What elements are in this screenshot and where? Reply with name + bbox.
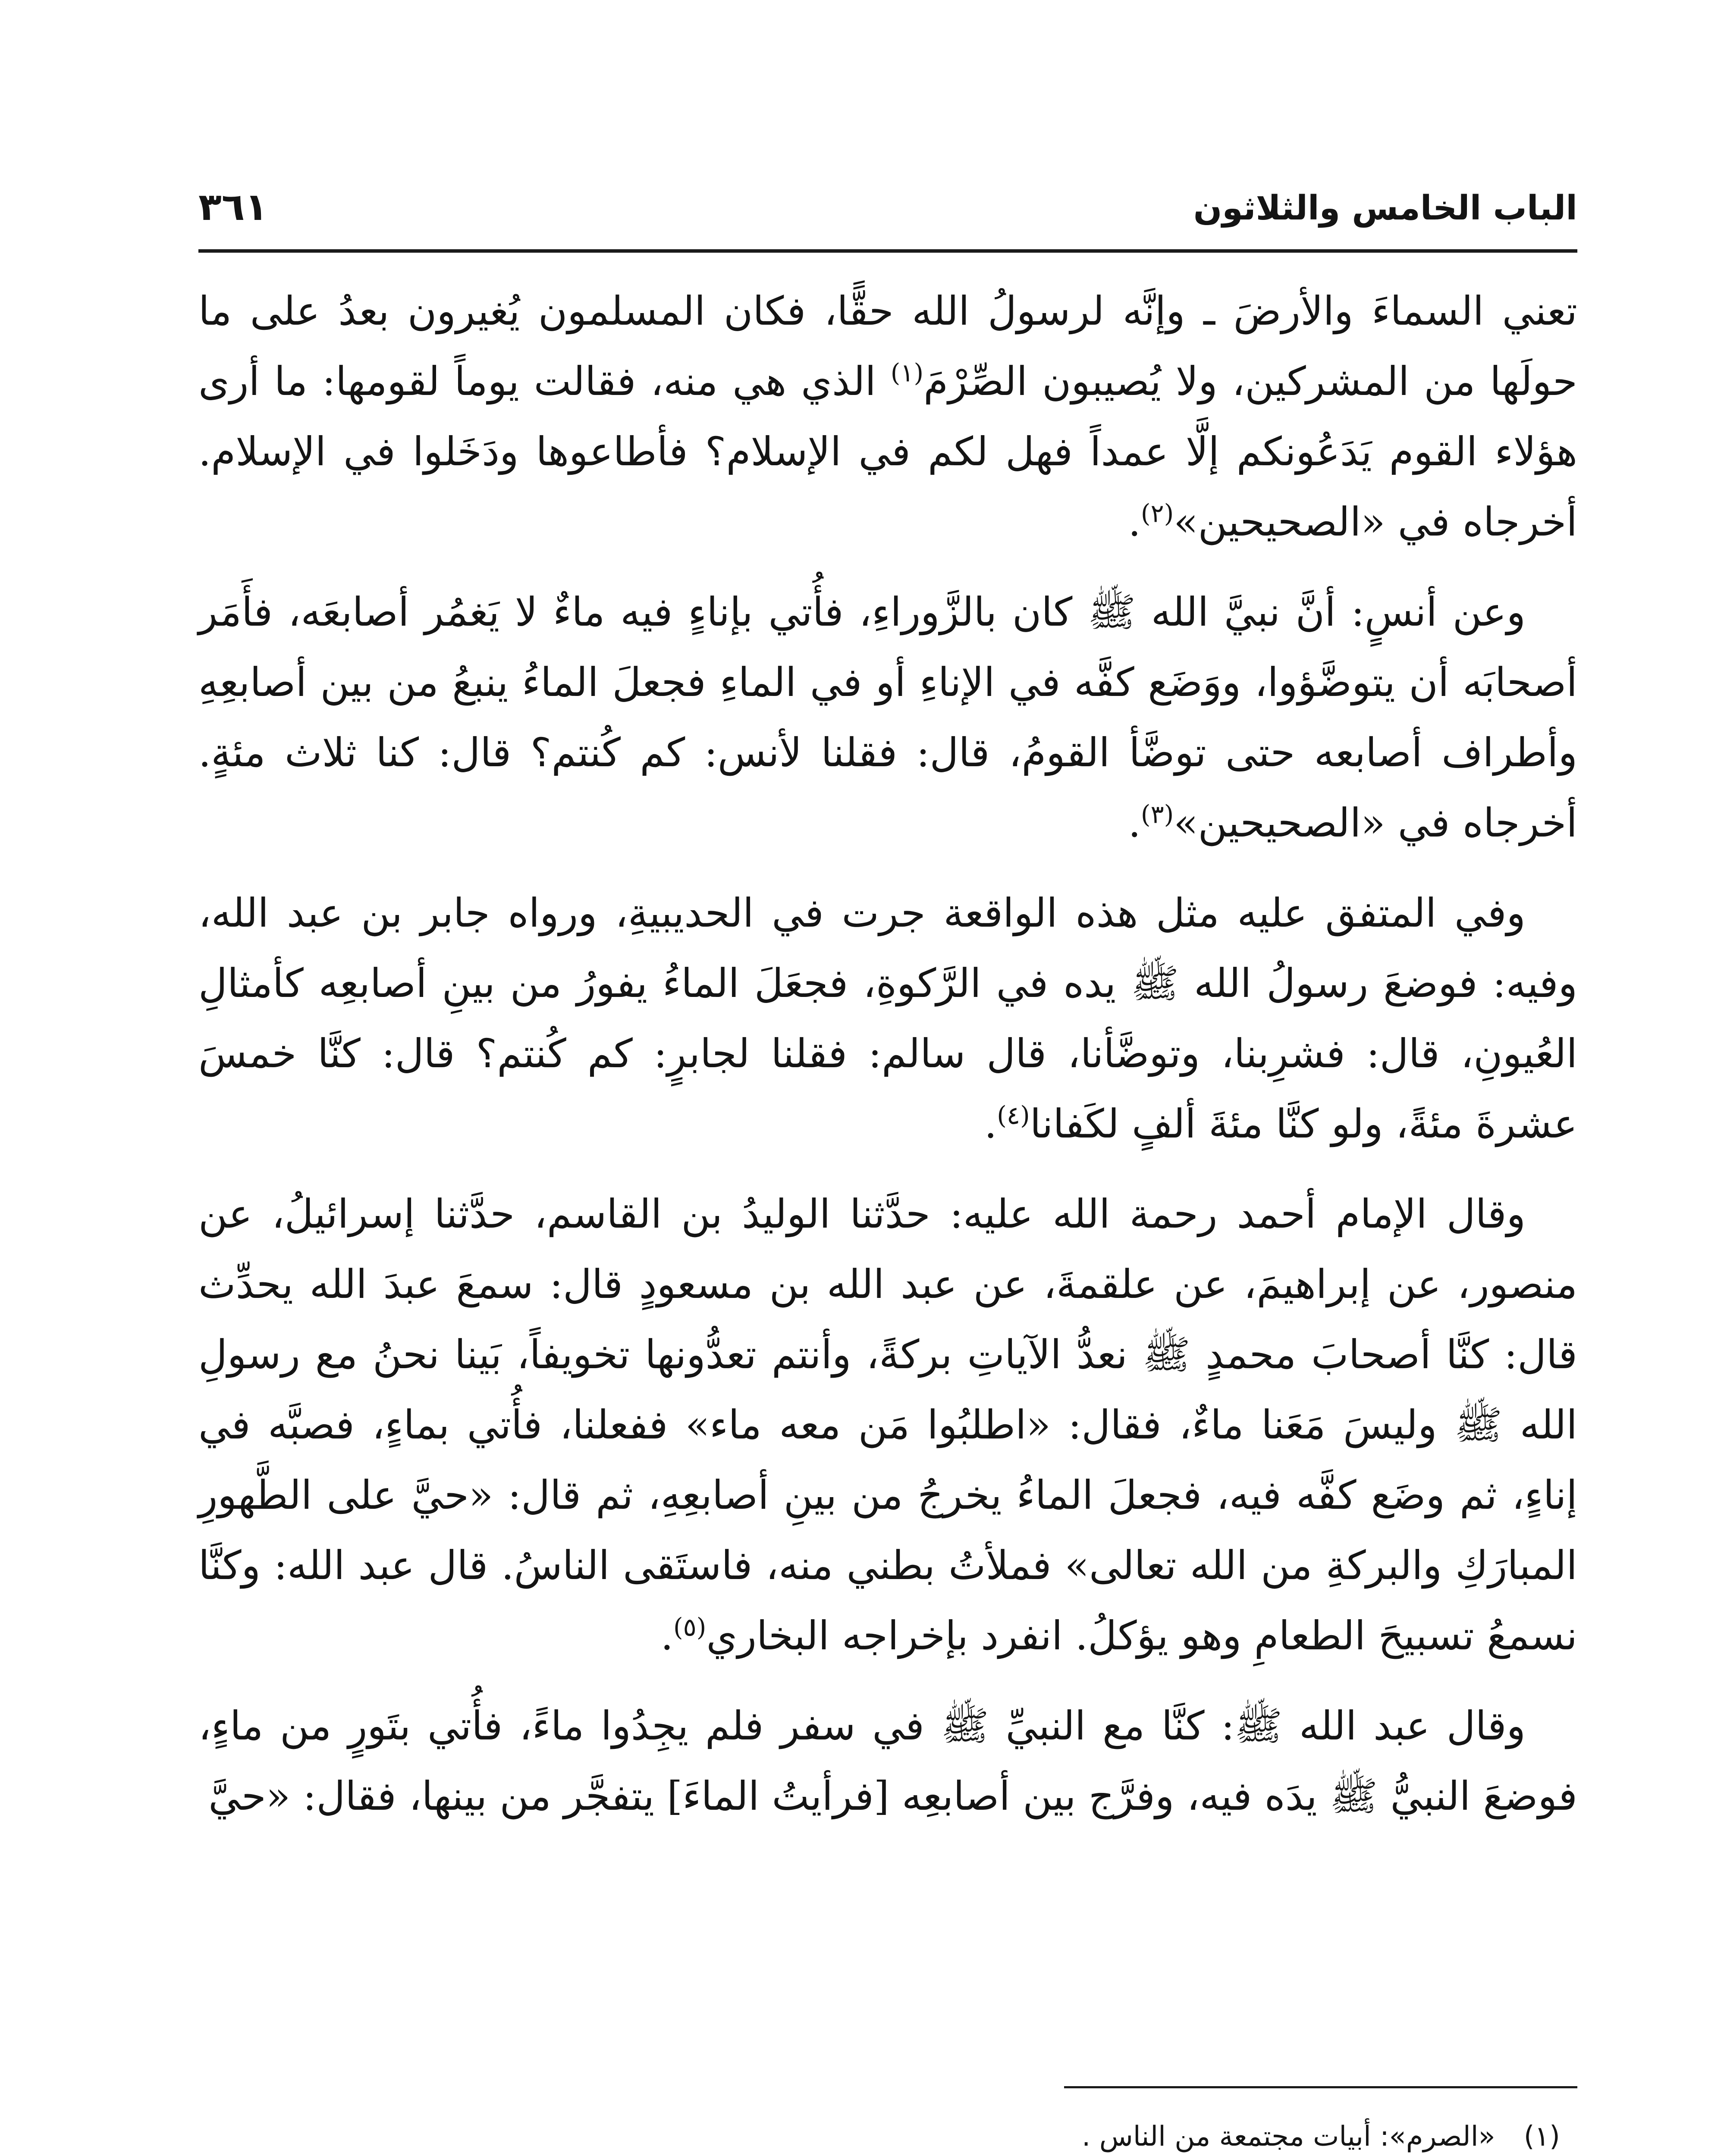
footnotes (198, 2104, 1560, 2156)
paragraph-3: وفي المتفق عليه مثل هذه الواقعة جرت في الحديبيةِ، ورواه جابر بن عبد الله، وفيه: فوضعَ رسولُ الله ﷺ يده في الرَّكوةِ، فجعَلَ الماءُ يفورُ من بينِ أصابعِه كأمثالِ العُيونِ، قال: فشرِبنا، وتوضَّأنا، قال سالم: فقلنا لجابرٍ: كم كُنتم؟ قال: كنَّا خمسَ عشرةَ مئةً، ولو كنَّا مئةَ ألفٍ لكَفانا$^{(٤)}$. (198, 890, 1577, 1147)
footnote-ref-2: (٢) (1140, 498, 1174, 528)
main-text (198, 276, 1577, 1831)
running-title: الباب الخامس والثلاثون (1193, 189, 1577, 228)
page-number: ٣٦١ (198, 185, 268, 229)
footnote-number: (١) (1523, 2121, 1560, 2153)
header-rule (198, 249, 1577, 253)
footnote-ref-5: (٥) (673, 1612, 707, 1642)
paragraph-4: وقال الإمام أحمد رحمة الله عليه: حدَّثنا الوليدُ بن القاسم، حدَّثنا إسرائيلُ، عن منصور، عن إبراهيمَ، عن علقمةَ، عن عبد الله بن مسعودٍ قال: سمعَ عبدَ الله يحدِّث قال: كنَّا أصحابَ محمدٍ ﷺ نعدُّ الآياتِ بركةً، وأنتم تعدُّونها تخويفاً، بَينا نحنُ مع رسولِ الله ﷺ وليسَ مَعَنا ماءٌ، فقال: «اطلبُوا مَن معه ماء» ففعلنا، فأُتي بماءٍ، فصبَّه في إناءٍ، ثم وضَع كفَّه فيه، فجعلَ الماءُ يخرجُ من بينِ أصابعِهِ، ثم قال: «حيَّ على الطَّهورِ المبارَكِ والبركةِ من الله تعالى» فملأتُ بطني منه، فاستَقى الناسُ. قال عبد الله: وكنَّا نسمعُ تسبيحَ الطعامِ وهو يؤكلُ. انفرد بإخراجه البخاري$^{(٥)}$. (198, 1191, 1577, 1659)
paragraph-1: تعني السماءَ والأرضَ ـ وإنَّه لرسولُ الله حقًّا، فكان المسلمون يُغيرون بعدُ على ما حولَها من المشركين، ولا يُصيبون الصِّرْمَ$^{(١)}$ الذي هي منه، فقالت يوماً لقومها: ما أرى هؤلاء القوم يَدَعُونكم إلَّا عمداً فهل لكم في الإسلام؟ فأطاعوها ودَخَلوا في الإسلام. أخرجاه في «الصحيحين»$^{(٢)}$. (198, 288, 1577, 545)
footnote-ref-1: (١) (890, 358, 924, 388)
footnote-ref-4: (٤) (997, 1100, 1030, 1130)
footnote-separator (1064, 2086, 1577, 2088)
paragraph-5: وقال عبد الله ﷺ: كنَّا مع النبيِّ ﷺ في سفر فلم يجِدُوا ماءً، فأُتي بتَورٍ من ماءٍ، فوضعَ النبيُّ ﷺ يدَه فيه، وفرَّج بين أصابعِه [فرأيتُ الماءَ] يتفجَّر من بينها، فقال: «حيَّ (198, 1703, 1577, 1819)
page-header (198, 177, 1577, 241)
footnote-1 (198, 2104, 1560, 2156)
paragraph-2: وعن أنسٍ: أنَّ نبيَّ الله ﷺ كان بالزَّوراءِ، فأُتي بإناءٍ فيه ماءٌ لا يَغمُر أصابعَه، فأَمَر أصحابَه أن يتوضَّؤوا، ووَضَع كفَّه في الإناءِ أو في الماءِ فجعلَ الماءُ ينبعُ من بين أصابعِهِ وأطراف أصابعه حتى توضَّأ القومُ، قال: فقلنا لأنس: كم كُنتم؟ قال: كنا ثلاث مئةٍ. أخرجاه في «الصحيحين»$^{(٣)}$. (198, 589, 1577, 846)
footnote-ref-3: (٣) (1140, 799, 1174, 829)
footnote-text: «الصرم»: أبيات مجتمعة من الناس . (1082, 2121, 1495, 2153)
